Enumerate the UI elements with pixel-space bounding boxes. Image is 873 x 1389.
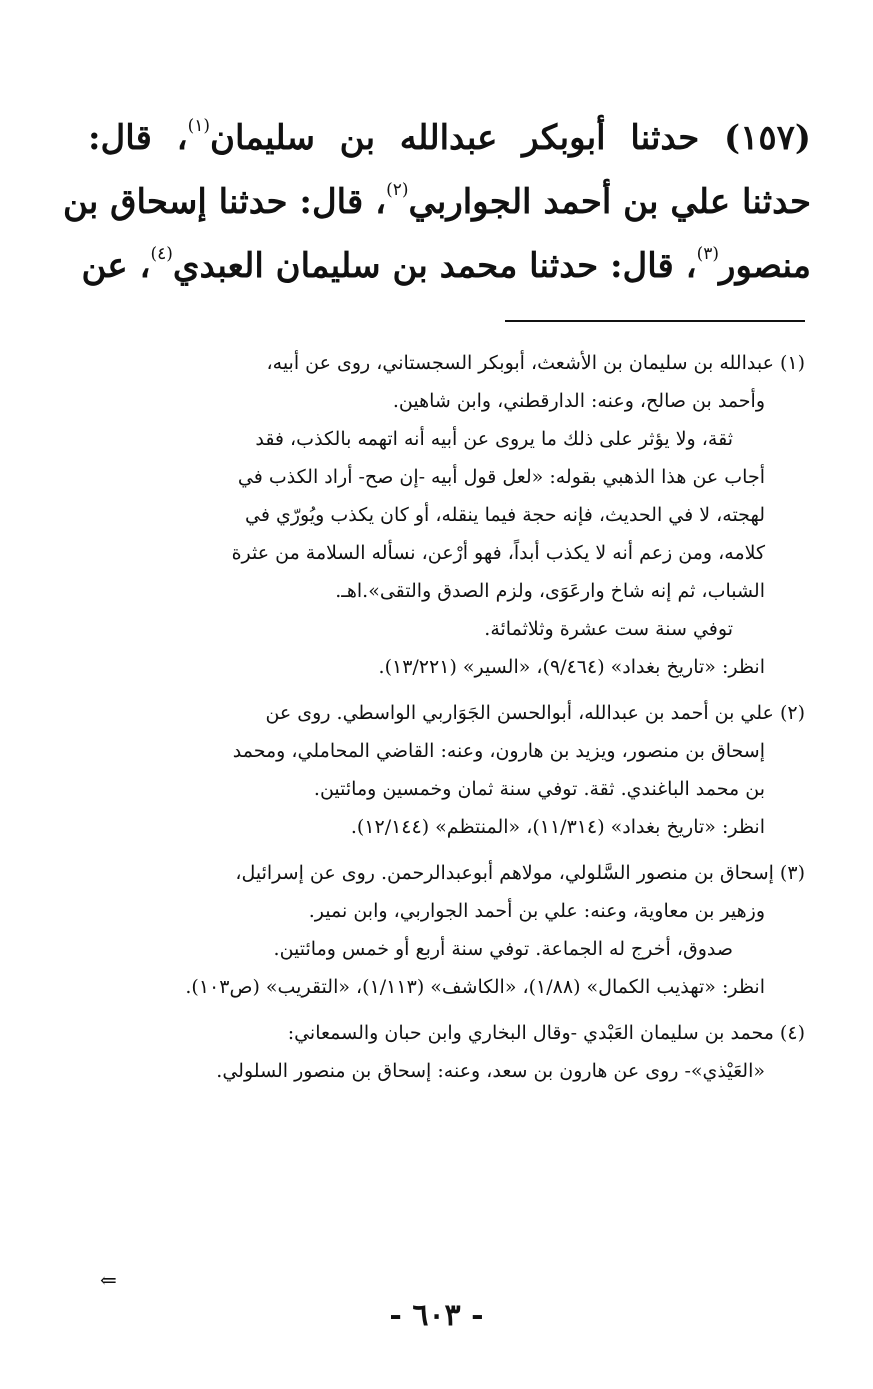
hadith-line-2-end: ، قال: حدثنا إسحاق بن [62, 182, 387, 222]
footnote-line: انظر: «تهذيب الكمال» (١/٨٨)، «الكاشف» (١/١١٣)، «التقريب» (ص١٠٣). [185, 976, 765, 998]
footnote-line: بن محمد الباغندي. ثقة. توفي سنة ثمان وخمسين ومائتين. [313, 778, 765, 800]
footnote-4 [92, 1014, 805, 1090]
footnote-1 [92, 344, 805, 686]
footnote-3 [92, 854, 805, 1006]
hadith-line-3-mid: ، قال: حدثنا محمد بن سليمان العبدي [172, 246, 697, 286]
hadith-line-1-end: ، قال: [88, 118, 188, 158]
footnote-line: (١) عبدالله بن سليمان بن الأشعث، أبوبكر السجستاني، روى عن أبيه، [266, 352, 805, 374]
footnote-line: الشباب، ثم إنه شاخ وارعَوَى، ولزم الصدق والتقى».اهـ. [335, 580, 765, 602]
footnote-line: (٢) علي بن أحمد بن عبدالله، أبوالحسن الجَوَاربي الواسطي. روى عن [265, 702, 805, 724]
footnote-line: (٤) محمد بن سليمان العَبْدي -وقال البخاري وابن حبان والسمعاني: [287, 1022, 805, 1044]
hadith-text [62, 106, 811, 298]
footnote-ref-4: (٤) [150, 244, 173, 264]
footnote-line: صدوق، أخرج له الجماعة. توفي سنة أربع أو خمس ومائتين. [273, 938, 733, 960]
footnote-line: ثقة، ولا يؤثر على ذلك ما يروى عن أبيه أنه اتهمه بالكذب، فقد [255, 428, 733, 450]
hadith-line-3 [81, 234, 811, 298]
footnote-line: (٣) إسحاق بن منصور السَّلولي، مولاهم أبوعبدالرحمن. روى عن إسرائيل، [235, 862, 805, 884]
footnote-ref-3: (٣) [696, 244, 720, 264]
footnote-line: انظر: «تاريخ بغداد» (٩/٤٦٤)، «السير» (١٣/٢٢١). [378, 656, 765, 678]
footnote-ref-1: (١) [187, 116, 210, 136]
hadith-line-3-text: منصور [719, 246, 811, 286]
footnote-line: وأحمد بن صالح، وعنه: الدارقطني، وابن شاهين. [392, 390, 765, 412]
hadith-line-1-text: حدثنا أبوبكر عبدالله بن سليمان [209, 118, 700, 158]
hadith-line-3-end: ، عن [81, 246, 151, 286]
hadith-line-2 [62, 170, 811, 234]
footnote-line: أجاب عن هذا الذهبي بقوله: «لعل قول أبيه -إن صح- أراد الكذب في [237, 466, 765, 488]
footnote-line: لهجته، لا في الحديث، فإنه حجة فيما ينقله، أو كان يكذب ويُورّي في [245, 504, 765, 526]
page-number: - ٦٠٣ - [389, 1298, 484, 1333]
footnote-ref-2: (٢) [386, 180, 409, 200]
footnote-separator [505, 320, 805, 322]
footnotes [92, 344, 805, 1098]
footnote-line: كلامه، ومن زعم أنه لا يكذب أبداً، فهو أرْعن، نسأله السلامة من عثرة [231, 542, 765, 564]
hadith-number: (١٥٧) [724, 118, 811, 158]
hadith-line-1 [88, 106, 811, 170]
footnote-line: «العَيْذي»- روى عن هارون بن سعد، وعنه: إسحاق بن منصور السلولي. [216, 1060, 765, 1082]
hadith-line-2-text: حدثنا علي بن أحمد الجواربي [408, 182, 811, 222]
footnote-line: وزهير بن معاوية، وعنه: علي بن أحمد الجواربي، وابن نمير. [308, 900, 765, 922]
continuation-arrow-icon: ⇐ [100, 1268, 117, 1292]
footnote-line: توفي سنة ست عشرة وثلاثمائة. [484, 618, 733, 640]
footnote-2 [92, 694, 805, 846]
footnote-line: إسحاق بن منصور، ويزيد بن هارون، وعنه: القاضي المحاملي، ومحمد [232, 740, 765, 762]
footnote-line: انظر: «تاريخ بغداد» (١١/٣١٤)، «المنتظم» (١٢/١٤٤). [350, 816, 765, 838]
